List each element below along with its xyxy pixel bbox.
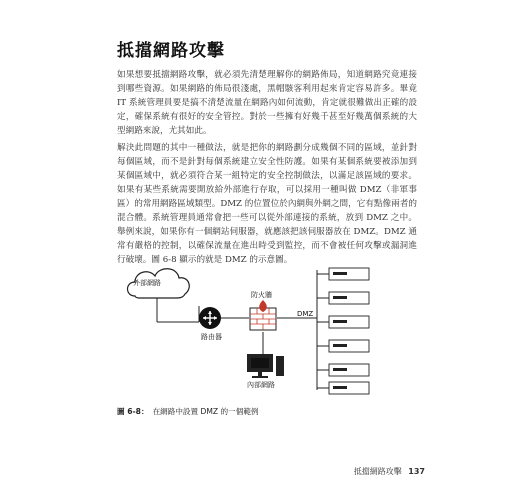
label-router: 路由器: [201, 333, 222, 341]
diagram-canvas: [117, 260, 415, 400]
page-footer: [354, 466, 425, 477]
page-title: 抵擋網路攻擊: [117, 41, 225, 61]
server-rack-icon: [329, 268, 369, 394]
label-dmz: DMZ: [297, 310, 314, 318]
label-firewall: 防火牆: [251, 291, 272, 299]
running-title: 抵擋網路攻擊: [353, 467, 402, 476]
page-number: 137: [408, 467, 425, 476]
label-internet: 外部網路: [133, 279, 161, 287]
figure-number: 圖 6-8：: [117, 407, 149, 416]
paragraph-intro: 如果想要抵擋網路攻擊，就必須先清楚理解你的網路佈局，知道網路究竟連接到哪些資源。如果網路的佈局很淺處，黑帽駭客利用起來肯定容易許多。畢竟 IT 系統管理員要是搞不清楚流量在網路內如何流動，肯定就很難做出正確的設定，確保系統有很好的安全管控。對於一些擁有好幾千甚至好幾萬個系統的大型網路來說，尤其如此。: [117, 70, 417, 136]
label-internal-network: 內部網路: [247, 381, 275, 389]
dmz-network-diagram: [117, 260, 415, 400]
firewall-icon: [250, 300, 276, 330]
figure-caption-text: 在網路中設置 DMZ 的一個範例: [152, 407, 259, 416]
desktop-icon: [247, 354, 284, 378]
router-icon: [199, 307, 221, 329]
figure-caption: [117, 406, 259, 417]
paragraph-dmz: 解決此問題的其中一種做法，就是把你的網路劃分成幾個不同的區域，並針對每個區域，而不是針對每個系統建立安全性防護。如果有某個系統要被添加到某個區域中，就必須符合某一組特定的安全控制做法，以滿足該區域的要求。如果有某些系統需要開放給外部進行存取，可以採用一種叫做 DMZ（非軍事區）的常用網路區域類型。DMZ 的位置位於內網與外網之間，它有點像兩者的混合體。系統管理員通常會把一些可以從外部連接的系統，放到 DMZ 之中。舉例來說，如果你有一個網站伺服器，就應該把該伺服器放在 DMZ。DMZ 通常有嚴格的控制，以確保流量在進出時受到監控，而不會被任何攻擊或漏洞進行破壞。圖 6-8 顯示的就是 DMZ 的示意圖。: [117, 143, 417, 265]
